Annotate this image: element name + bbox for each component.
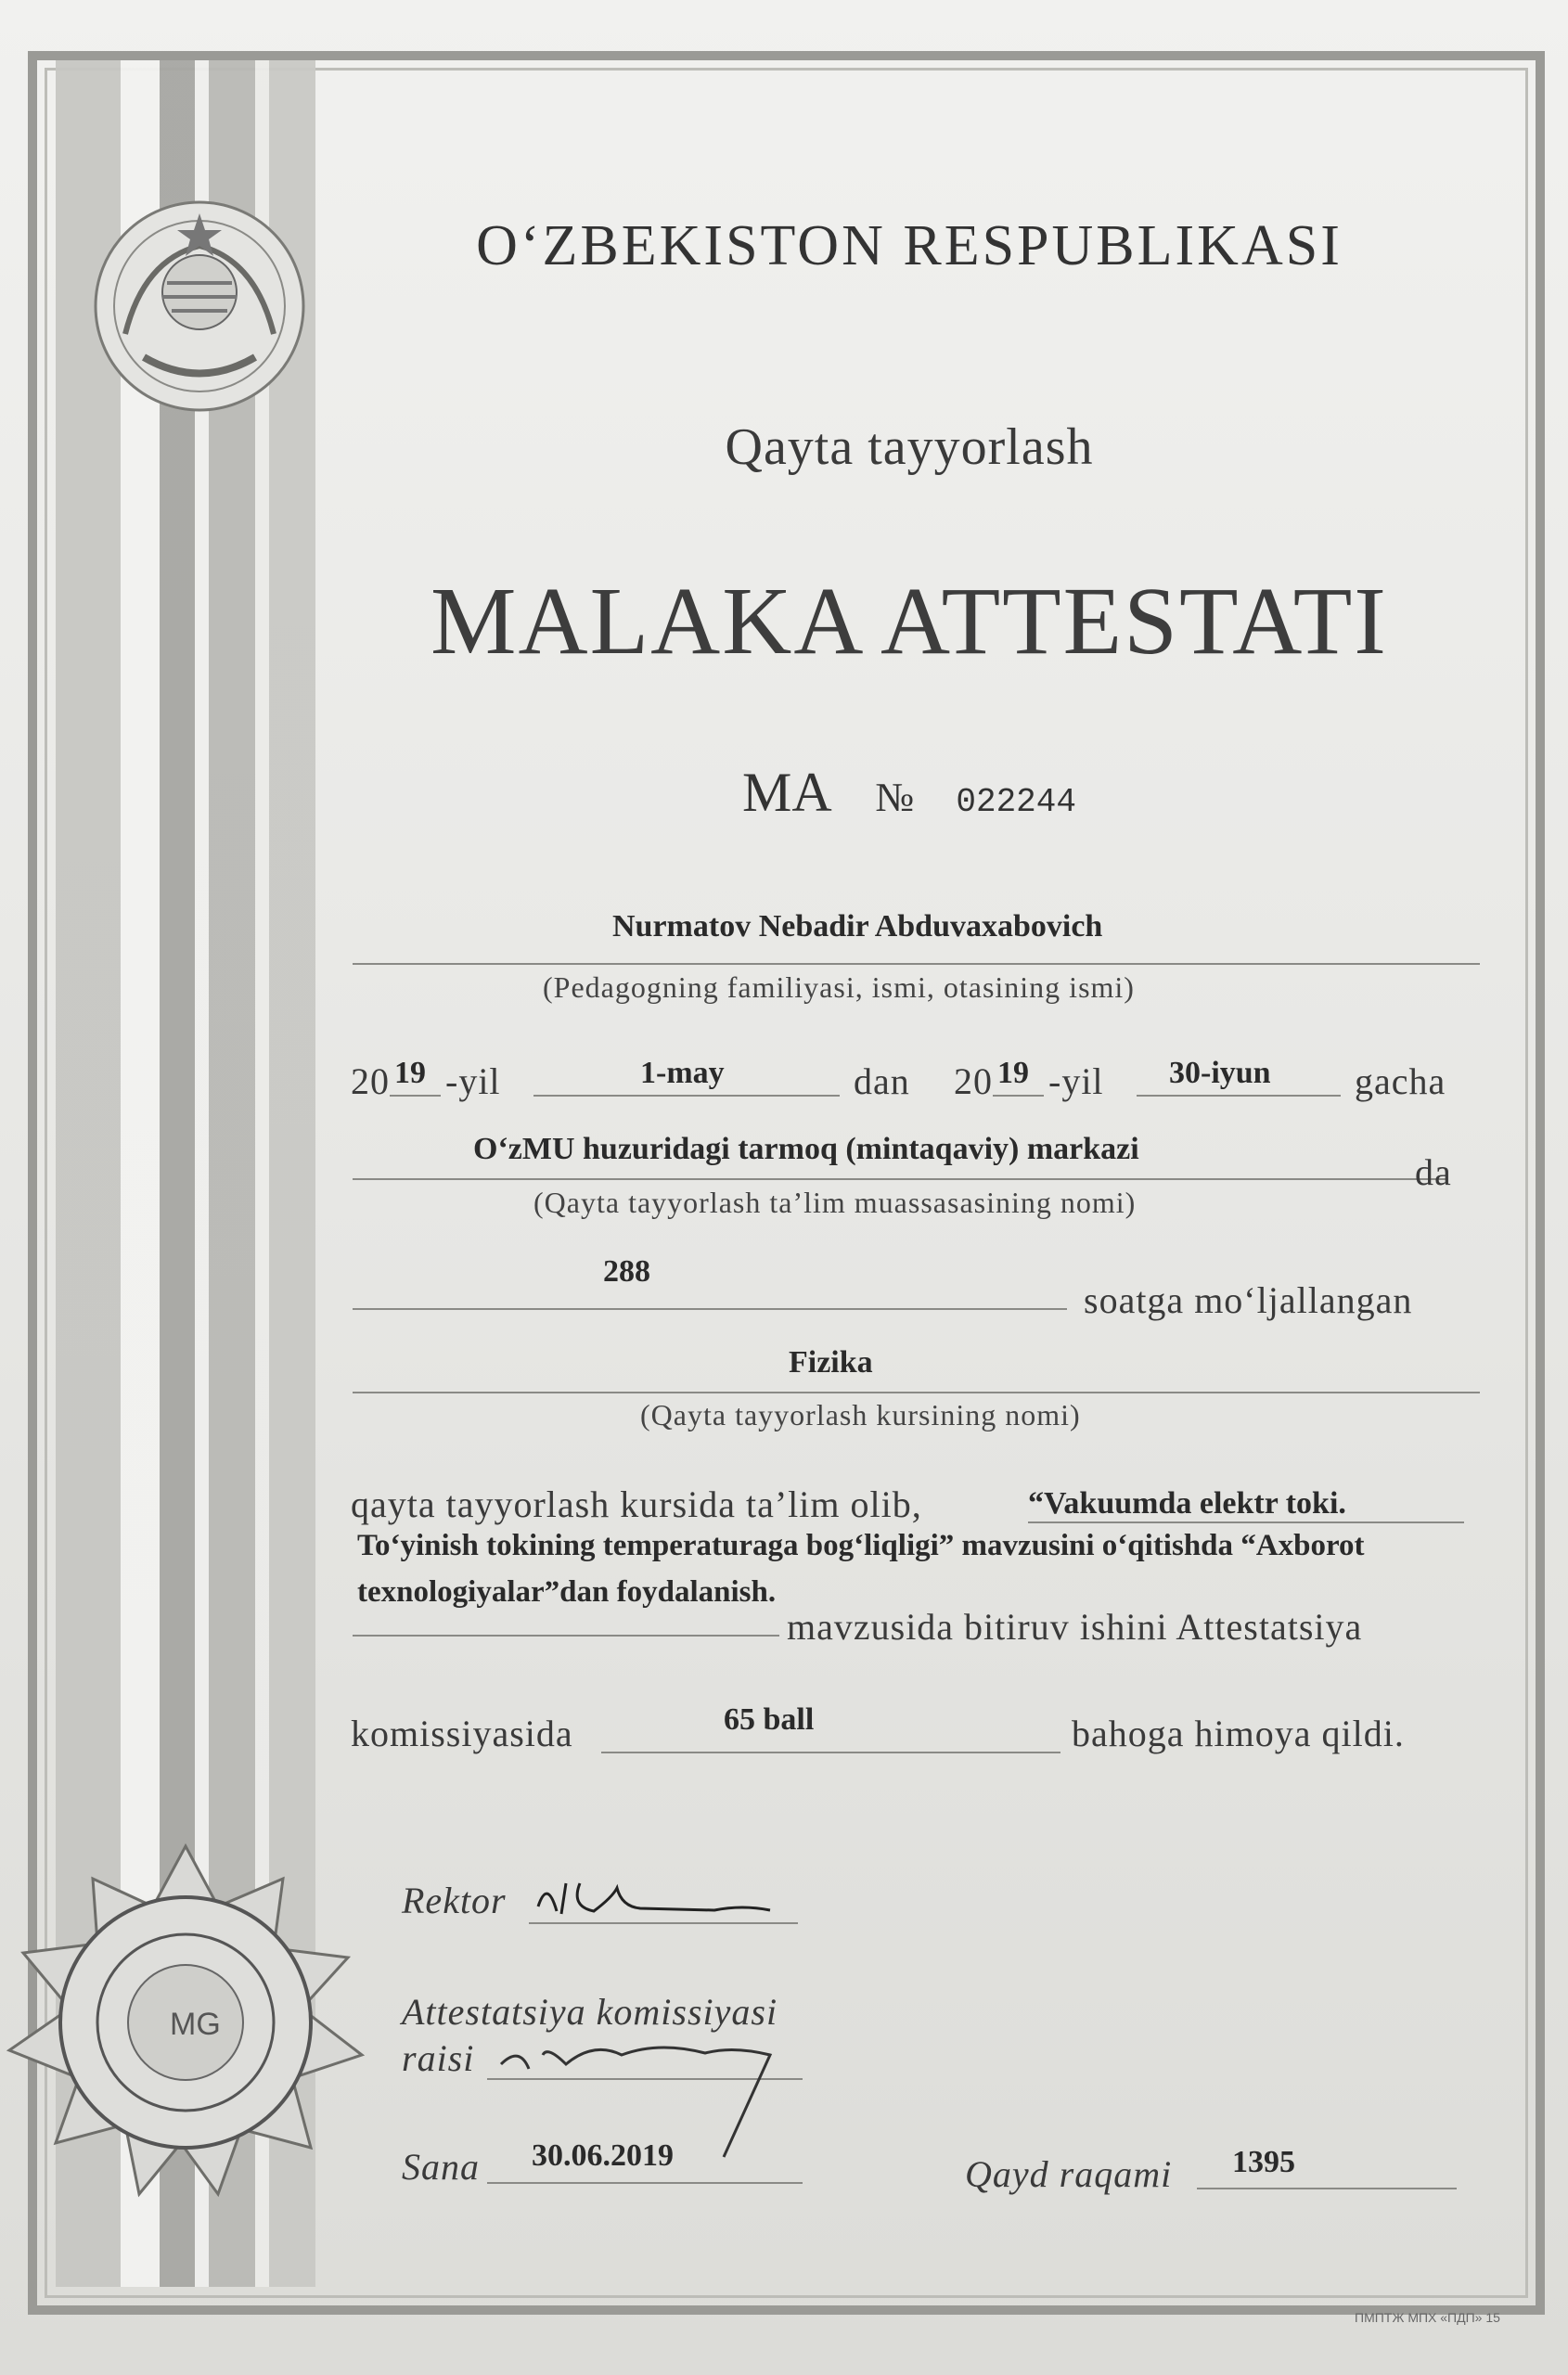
to-date: 30-iyun [1169,1056,1271,1090]
topic-underline-1 [1028,1521,1464,1523]
hours-underline [353,1308,1067,1310]
rektor-signature-icon [529,1869,807,1930]
grade-underline [601,1752,1060,1753]
rektor-label: Rektor [402,1880,507,1921]
name-caption: (Pedagogning familiyasi, ismi, otasining ismi) [543,970,1135,1004]
state-emblem-icon [88,195,311,417]
institution-underline [353,1178,1447,1180]
grade-lead: komissiyasida [351,1713,573,1754]
registration-value: 1395 [1232,2145,1295,2179]
registration-label: Qayd raqami [965,2153,1173,2195]
to-year-prefix: 20 [954,1060,993,1102]
seal-center-text: MG [170,2007,221,2042]
from-year-underline [390,1095,441,1097]
institution-name: O‘zMU huzuridagi tarmoq (mintaqaviy) markazi [473,1132,1139,1166]
course-underline [353,1392,1480,1393]
series-code: MA [742,762,829,823]
date-value: 30.06.2019 [532,2138,674,2173]
hours-text: soatga mo‘ljallangan [1084,1279,1413,1321]
topic-lead: qayta tayyorlash kursida ta’lim olib, [351,1483,922,1525]
name-underline [353,963,1480,965]
date-label: Sana [402,2146,480,2188]
topic-line-1: “Vakuumda elektr toki. [1028,1486,1346,1521]
country-heading: O‘ZBEKISTON RESPUBLIKASI [476,214,1343,277]
certificate-number: 022244 [956,783,1076,821]
date-underline [487,2182,803,2184]
from-date: 1-may [640,1056,725,1090]
topic-line-2: To‘yinish tokining temperaturaga bog‘liqligi” mavzusini o‘qitishda “Axborot [357,1529,1365,1562]
from-year-prefix: 20 [351,1060,390,1102]
institution-suffix: da [1415,1151,1452,1193]
subtitle: Qayta tayyorlash [725,418,1094,476]
to-date-underline [1137,1095,1341,1097]
from-year-suffix: 19 [394,1056,426,1090]
series-number [334,761,1484,825]
institution-caption: (Qayta tayyorlash ta’lim muassasasining nomi) [533,1186,1137,1219]
printer-fineprint: ПМПТЖ МПХ «ПДП» 15 [1355,2310,1500,2325]
topic-line-3: texnologiyalar”dan foydalanish. [357,1575,777,1609]
topic-trail: mavzusida bitiruv ishini Attestatsiya [787,1606,1363,1648]
hours-value: 288 [603,1254,650,1289]
course-caption: (Qayta tayyorlash kursining nomi) [640,1398,1081,1431]
certificate-content [334,167,1484,2282]
commission-label-2: raisi [402,2037,475,2079]
topic-underline-2 [353,1635,779,1637]
to-year-suffix: 19 [997,1056,1029,1090]
grade-value: 65 ball [724,1702,815,1737]
yil-label-1: -yil [445,1060,501,1102]
dan-label: dan [854,1060,910,1102]
from-date-underline [533,1095,840,1097]
institution-seal-icon [5,1842,366,2203]
document-title: MALAKA ATTESTATI [431,568,1388,674]
yil-label-2: -yil [1048,1060,1104,1102]
number-sign: № [875,775,915,820]
course-name: Fizika [789,1345,873,1380]
person-name: Nurmatov Nebadir Abduvaxabovich [612,909,1103,944]
to-year-underline [993,1095,1044,1097]
gacha-label: gacha [1355,1060,1446,1102]
grade-trail: bahoga himoya qildi. [1072,1713,1405,1754]
registration-underline [1197,2188,1457,2189]
commission-label-1: Attestatsiya komissiyasi [402,1991,778,2033]
